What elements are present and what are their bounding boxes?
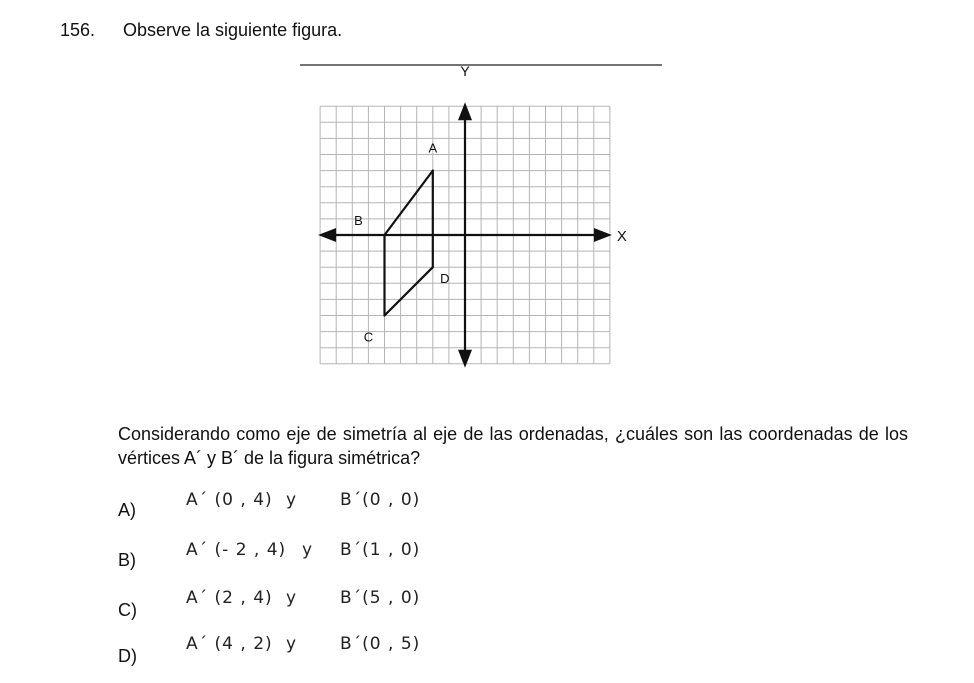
option-a-coord-b: B´(0 , 0) xyxy=(340,490,421,510)
y-axis-arrow-up xyxy=(458,102,472,120)
axes xyxy=(318,102,612,368)
vertex-label-c: C xyxy=(363,329,374,345)
option-d-conjunction: y xyxy=(286,634,298,654)
y-axis-label: Y xyxy=(460,63,470,79)
option-a-coord-a: A´ (0 , 4) xyxy=(186,490,273,510)
coordinate-figure xyxy=(294,60,666,396)
coordinate-plane xyxy=(294,60,666,396)
option-b-conjunction: y xyxy=(302,540,314,560)
vertex-label-d: D xyxy=(440,271,450,287)
question-title: Observe la siguiente figura. xyxy=(123,20,343,40)
option-b-coord-b: B´(1 , 0) xyxy=(340,540,421,560)
x-axis-arrow-left xyxy=(318,228,336,242)
quadrilateral xyxy=(385,171,433,316)
option-c-letter[interactable]: C) xyxy=(118,600,137,620)
vertex-label-a: A xyxy=(428,140,438,156)
option-b-coord-a: A´ (- 2 , 4) xyxy=(186,540,287,560)
option-a-letter[interactable]: A) xyxy=(118,500,136,520)
option-c-conjunction: y xyxy=(286,588,298,608)
option-b-letter[interactable]: B) xyxy=(118,550,136,570)
option-c-coord-b: B´(5 , 0) xyxy=(340,588,421,608)
question-prompt: Considerando como eje de simetría al eje de las ordenadas, ¿cuáles son las coordenadas de los vértices A´ y B´ de la figura simétrica? xyxy=(118,424,908,468)
option-d-coord-b: B´(0 , 5) xyxy=(340,634,421,654)
side-CD xyxy=(385,267,433,315)
question-number: 156. xyxy=(60,20,96,40)
x-axis-label: X xyxy=(616,228,627,245)
vertex-label-b: B xyxy=(354,213,363,228)
option-a-conjunction: y xyxy=(286,490,298,510)
option-d-coord-a: A´ (4 , 2) xyxy=(186,634,273,654)
y-axis-arrow-down xyxy=(458,350,472,368)
option-d-letter[interactable]: D) xyxy=(118,646,137,666)
x-axis-arrow-right xyxy=(594,228,612,242)
figure-labels xyxy=(354,63,627,345)
option-c-coord-a: A´ (2 , 4) xyxy=(186,588,273,608)
